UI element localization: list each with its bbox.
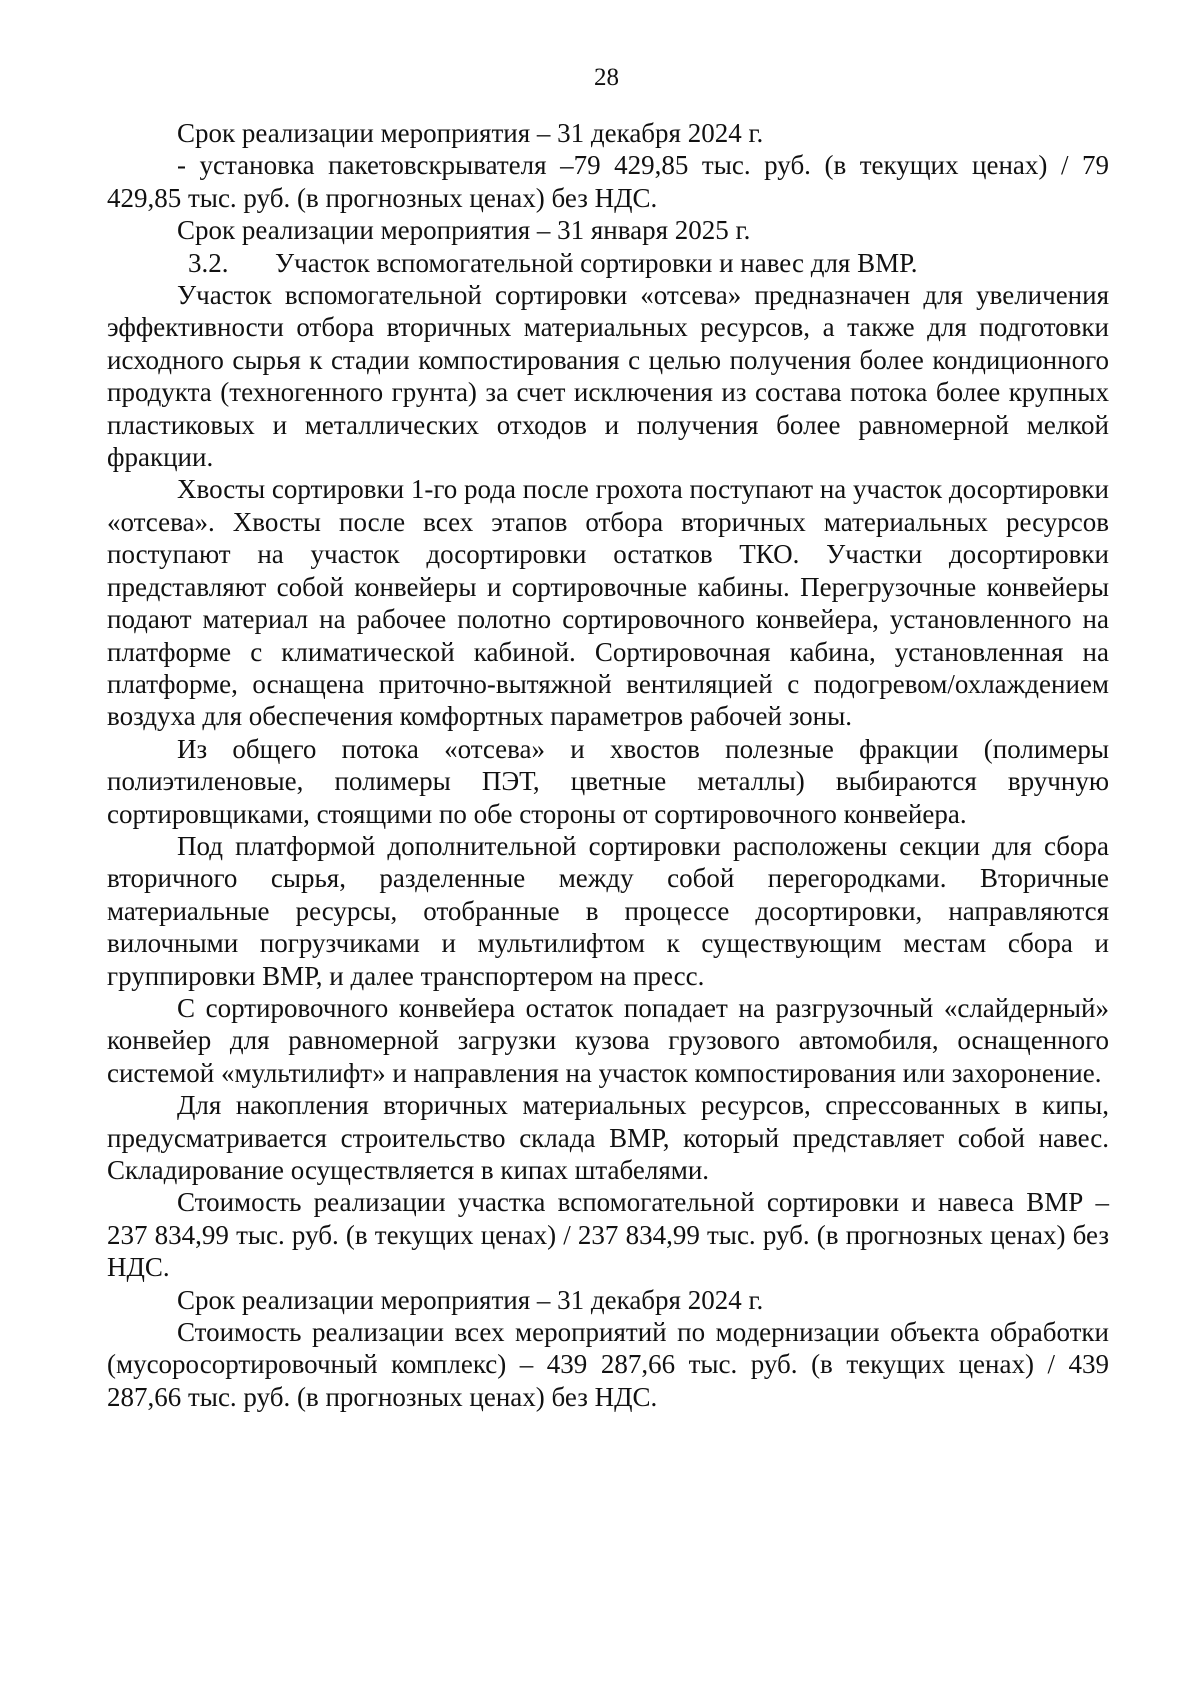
- paragraph-total-cost: Стоимость реализации всех мероприятий по модернизации объекта обработки (мусоросортировочный комплекс) – 439 287,66 тыс. руб. (в текущих ценах) / 439 287,66 тыс. руб. (в прогнозных ценах) без НДС.: [107, 1317, 1109, 1412]
- paragraph-tailings-description: Хвосты сортировки 1-го рода после грохота поступают на участок досортировки «отсева». Хвосты после всех этапов отбора вторичных материальных ресурсов поступают на участок досортировки остатков ТКО. Участки досортировки представляют собой конвейеры и сортировочные кабины. Перегрузочные конвейеры подают материал на рабочее полотно сортировочного конвейера, установленного на платформе с климатической кабиной. Сортировочная кабина, установленная на платформе, оснащена приточно-вытяжной вентиляцией с подогревом/охлаждением воздуха для обеспечения комфортных параметров рабочей зоны.: [107, 474, 1109, 732]
- document-body: [107, 117, 1109, 1413]
- paragraph-deadline-3: Срок реализации мероприятия – 31 декабря 2024 г.: [177, 1284, 764, 1315]
- paragraph-slider-conveyor: С сортировочного конвейера остаток попадает на разгрузочный «слайдерный» конвейер для равномерной загрузки кузова грузового автомобиля, оснащенного системой «мультилифт» и направления на участок компостирования или захоронение.: [107, 992, 1109, 1088]
- paragraph-deadline-2: Срок реализации мероприятия – 31 января 2025 г.: [177, 215, 751, 246]
- section-heading: [107, 247, 1109, 279]
- paragraph-warehouse: Для накопления вторичных материальных ресурсов, спрессованных в кипы, предусматривается строительство склада ВМР, который представляет собой навес. Складирование осуществляется в кипах штабелями.: [107, 1090, 1109, 1185]
- paragraph-platform-sections: Под платформой дополнительной сортировки расположены секции для сбора вторичного сырья, разделенные между собой перегородками. Вторичные материальные ресурсы, отобранные в процессе досортировки, направляются вилочными погрузчиками и мультилифтом к существующим местам сбора и группировки ВМР, и далее транспортером на пресс.: [107, 830, 1109, 991]
- paragraph-sorting-area-purpose: Участок вспомогательной сортировки «отсева» предназначен для увеличения эффективности отбора вторичных материальных ресурсов, а также для подготовки исходного сырья к стадии компостирования с целью получения более кондиционного продукта (техногенного грунта) за счет исключения из состава потока более крупных пластиковых и металлических отходов и получения более равномерной мелкой фракции.: [107, 280, 1109, 473]
- page-number: 28: [594, 64, 619, 91]
- paragraph-useful-fractions: Из общего потока «отсева» и хвостов полезные фракции (полимеры полиэтиленовые, полимеры ПЭТ, цветные металлы) выбираются вручную сортировщиками, стоящими по обе стороны от сортировочного конвейера.: [107, 733, 1109, 829]
- section-title: Участок вспомогательной сортировки и навес для ВМР.: [275, 247, 918, 278]
- paragraph-sorting-area-cost: Стоимость реализации участка вспомогательной сортировки и навеса ВМР – 237 834,99 тыс. руб. (в текущих ценах) / 237 834,99 тыс. руб. (в прогнозных ценах) без НДС.: [107, 1187, 1109, 1283]
- paragraph-bag-opener-cost: - установка пакетовскрывателя –79 429,85 тыс. руб. (в текущих ценах) / 79 429,85 тыс. руб. (в прогнозных ценах) без НДС.: [107, 150, 1109, 213]
- section-number: 3.2.: [188, 247, 229, 278]
- paragraph-deadline-1: Срок реализации мероприятия – 31 декабря 2024 г.: [177, 118, 764, 148]
